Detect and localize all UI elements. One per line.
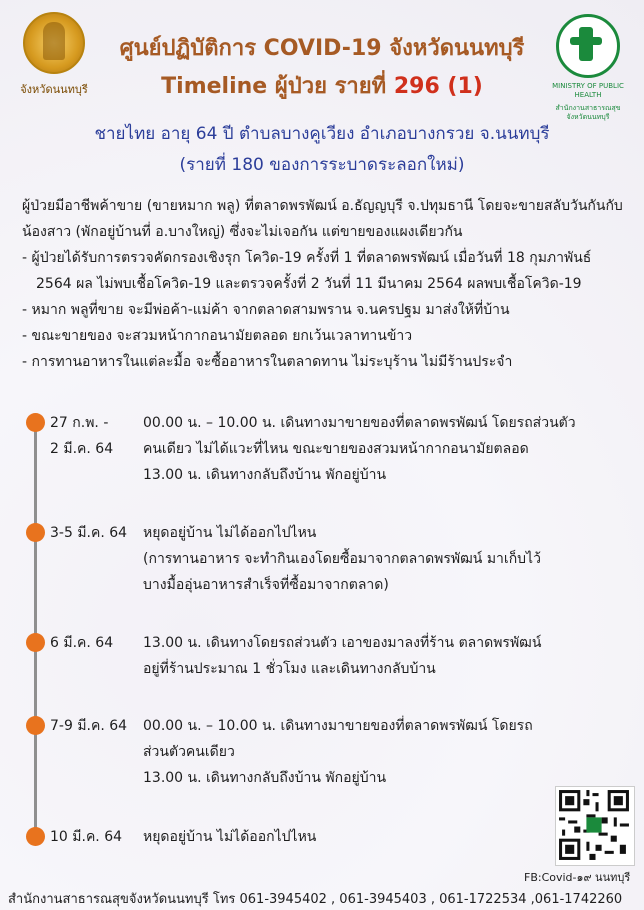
timeline-description-line: ส่วนตัวคนเดียว: [143, 744, 235, 760]
patient-summary: ชายไทย อายุ 64 ปี ตำบลบางคูเวียง อำเภอบางกรวย จ.นนทบุรี: [94, 124, 550, 144]
timeline-description-line: บางมื้ออุ่นอาหารสำเร็จที่ซื้อมาจากตลาด): [143, 577, 389, 593]
province-seal-label: จังหวัดนนทบุรี: [20, 83, 88, 96]
timeline-title-prefix: Timeline ผู้ป่วย รายที่: [161, 74, 394, 99]
patient-background: [22, 193, 624, 375]
moph-seal: [548, 14, 628, 121]
timeline-date-line: 27 ก.พ. -: [50, 415, 109, 431]
timeline-line: [34, 420, 37, 840]
timeline-dot-icon: [26, 716, 45, 735]
timeline-date-line: 7-9 มี.ค. 64: [50, 718, 128, 734]
province-emblem-icon: [23, 12, 85, 74]
footer-contact: สำนักงานสาธารณสุขจังหวัดนนทบุรี โทร 061-3945402 , 061-3945403 , 061-1722534 ,061-1742260: [8, 892, 623, 907]
timeline-date: [50, 520, 138, 546]
qr-code-icon[interactable]: [555, 786, 635, 866]
facebook-page-tag: FB:Covid-๑๙ นนทบุรี: [524, 871, 631, 884]
page-title: ศูนย์ปฏิบัติการ COVID-19 จังหวัดนนทบุรี: [119, 36, 525, 61]
timeline-date-line: 10 มี.ค. 64: [50, 829, 123, 845]
timeline-description-line: 13.00 น. เดินทางกลับถึงบ้าน พักอยู่บ้าน: [143, 467, 387, 483]
background-line-2: น้องสาว (พักอยู่บ้านที่ อ.บางใหญ่) ซึ่งจะไม่เจอกัน แต่ขายของแผงเดียวกัน: [22, 224, 463, 240]
timeline-date-line: 6 มี.ค. 64: [50, 635, 114, 651]
timeline-date: [50, 713, 138, 739]
timeline-dot-icon: [26, 827, 45, 846]
background-line-1: ผู้ป่วยมีอาชีพค้าขาย (ขายหมาก พลู) ที่ตลาดพรพัฒน์ อ.ธัญญบุรี จ.ปทุมธานี โดยจะขายสลับวันกันกับ: [22, 198, 623, 214]
timeline-date: [50, 824, 138, 850]
outbreak-case-number: (รายที่ 180 ของการระบาดระลอกใหม่): [179, 155, 465, 175]
case-number: 296 (1): [393, 74, 483, 99]
moph-emblem-icon: [556, 14, 620, 78]
moph-seal-text-small: สำนักงานสาธารณสุขจังหวัดนนทบุรี: [555, 104, 621, 121]
timeline-date-line: 3-5 มี.ค. 64: [50, 525, 128, 541]
timeline-date-line: 2 มี.ค. 64: [50, 441, 114, 457]
timeline-dot-icon: [26, 633, 45, 652]
province-seal: [14, 12, 94, 102]
timeline-description-line: 00.00 น. – 10.00 น. เดินทางมาขายของที่ตลาดพรพัฒน์ โดยรถส่วนตัว: [143, 415, 576, 431]
timeline-date: [50, 630, 138, 656]
timeline-description-line: 13.00 น. เดินทางโดยรถส่วนตัว เอาของมาลงที่ร้าน ตลาดพรพัฒน์: [143, 635, 542, 651]
timeline-description: [143, 630, 624, 682]
timeline-description-line: อยู่ที่ร้านประมาณ 1 ชั่วโมง และเดินทางกลับบ้าน: [143, 661, 436, 677]
timeline-description-line: 13.00 น. เดินทางกลับถึงบ้าน พักอยู่บ้าน: [143, 770, 387, 786]
timeline-description-line: หยุดอยู่บ้าน ไม่ได้ออกไปไหน: [143, 829, 317, 845]
timeline-description-line: 00.00 น. – 10.00 น. เดินทางมาขายของที่ตลาดพรพัฒน์ โดยรถ: [143, 718, 533, 734]
background-bullet: - การทานอาหารในแต่ละมื้อ จะซื้ออาหารในตลาดทาน ไม่ระบุร้าน ไม่มีร้านประจำ: [22, 349, 624, 375]
background-bullet: - ขณะขายของ จะสวมหน้ากากอนามัยตลอด ยกเว้นเวลาทานข้าว: [22, 323, 624, 349]
timeline-description: [143, 410, 624, 488]
timeline-description-line: (การทานอาหาร จะทำกินเองโดยซื้อมาจากตลาดพรพัฒน์ มาเก็บไว้: [143, 551, 541, 567]
background-bullet: - ผู้ป่วยได้รับการตรวจคัดกรองเชิงรุก โควิด-19 ครั้งที่ 1 ที่ตลาดพรพัฒน์ เมื่อวันที่ 18 กุมภาพันธ์ 2564 ผล ไม่พบเชื้อโควิด-19 และตรวจครั้งที่ 2 วันที่ 11 มีนาคม 2564 ผลพบเชื้อโควิด-19: [22, 245, 624, 297]
timeline-dot-icon: [26, 413, 45, 432]
timeline-description-line: คนเดียว ไม่ได้แวะที่ไหน ขณะขายของสวมหน้ากากอนามัยตลอด: [143, 441, 529, 457]
timeline-description: [143, 824, 624, 850]
background-bullets: [22, 245, 624, 375]
qr-code-graphic: [556, 787, 632, 863]
timeline-description: [143, 520, 624, 598]
moph-seal-text: MINISTRY OF PUBLIC HEALTH: [552, 82, 624, 99]
timeline-dot-icon: [26, 523, 45, 542]
timeline-title: [100, 68, 544, 103]
timeline-description-line: หยุดอยู่บ้าน ไม่ได้ออกไปไหน: [143, 525, 317, 541]
timeline-date: [50, 410, 138, 462]
timeline-description: [143, 713, 624, 791]
background-bullet: - หมาก พลูที่ขาย จะมีพ่อค้า-แม่ค้า จากตลาดสามพราน จ.นครปฐม มาส่งให้ที่บ้าน: [22, 297, 624, 323]
